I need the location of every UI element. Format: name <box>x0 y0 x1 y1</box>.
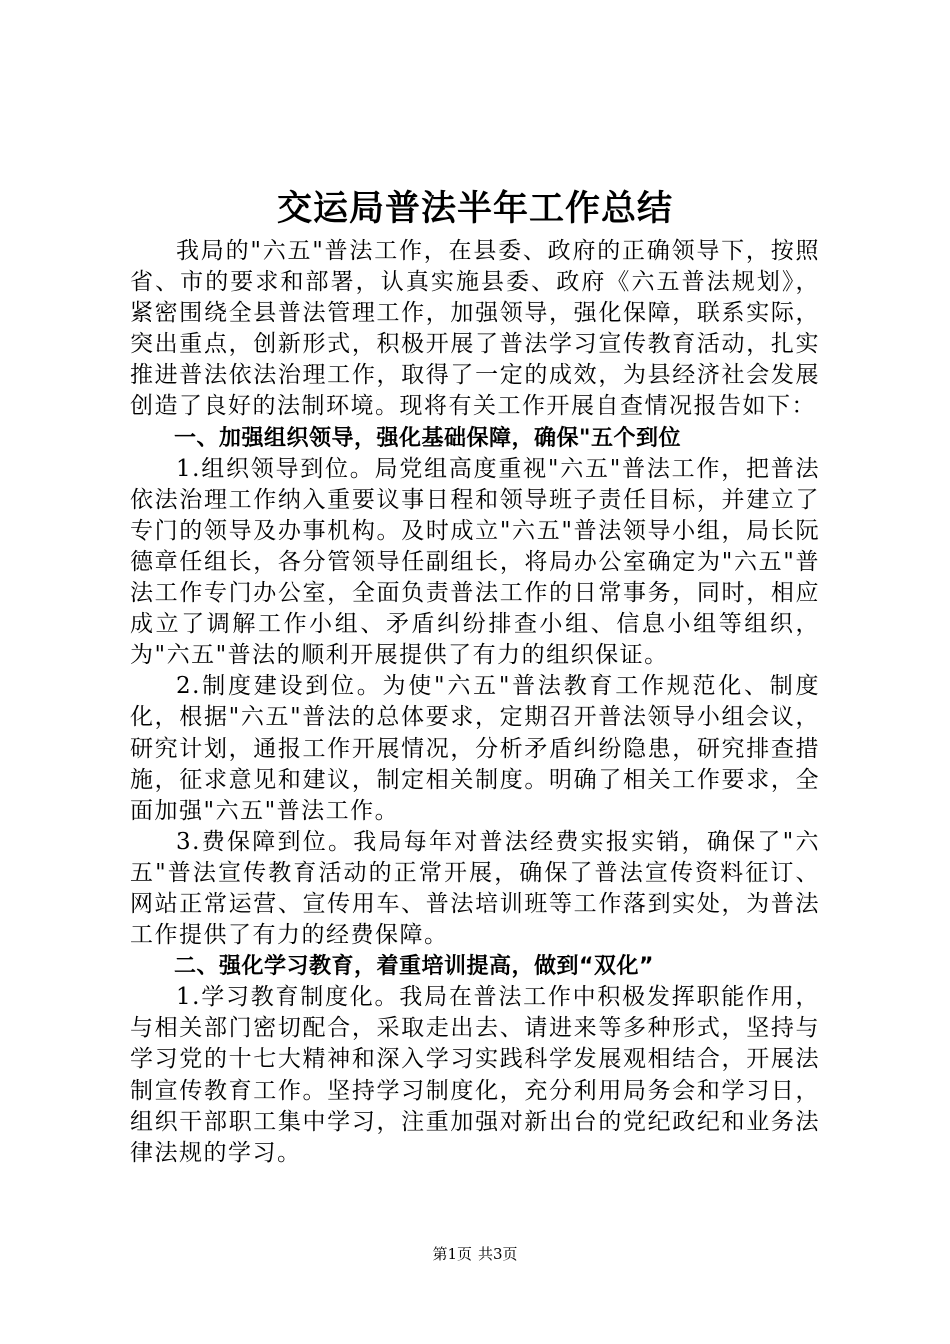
document-body <box>130 236 820 1169</box>
section-heading: 二、强化学习教育，着重培训提高，做到“双化” <box>174 954 654 980</box>
page-footer <box>0 1244 950 1264</box>
page-total: 共3页 <box>478 1245 518 1263</box>
section-heading: 一、加强组织领导，强化基础保障，确保"五个到位 <box>174 425 681 451</box>
section-paragraph: 3.费保障到位。我局每年对普法经费实报实销，确保了"六五"普法宣传教育活动的正常开展，确保了普法宣传资料征订、网站正常运营、宣传用车、普法培训班等工作落到实处，为普法工作提供了有力的经费保障。 <box>130 828 820 949</box>
section-paragraph: 2.制度建设到位。为使"六五"普法教育工作规范化、制度化，根据"六五"普法的总体要求，定期召开普法领导小组会议，研究计划，通报工作开展情况，分析矛盾纠纷隐患，研究排查措施，征求意见和建议，制定相关制度。明确了相关工作要求，全面加强"六五"普法工作。 <box>130 673 820 824</box>
document-title: 交运局普法半年工作总结 <box>276 189 673 229</box>
section-paragraph: 1.组织领导到位。局党组高度重视"六五"普法工作，把普法依法治理工作纳入重要议事日程和领导班子责任目标，并建立了专门的领导及办事机构。及时成立"六五"普法领导小组，局长阮德章任组长，各分管领导任副组长，将局办公室确定为"六五"普法工作专门办公室，全面负责普法工作的日常事务，同时，相应成立了调解工作小组、矛盾纠纷排查小组、信息小组等组织，为"六五"普法的顺利开展提供了有力的组织保证。 <box>130 455 820 669</box>
page-number: 第1页 <box>432 1245 472 1263</box>
section-paragraph: 1.学习教育制度化。我局在普法工作中积极发挥职能作用，与相关部门密切配合，采取走出去、请进来等多种形式，坚持与学习党的十七大精神和深入学习实践科学发展观相结合，开展法制宣传教育工作。坚持学习制度化，充分利用局务会和学习日，组织干部职工集中学习，注重加强对新出台的党纪政纪和业务法律法规的学习。 <box>130 984 820 1166</box>
intro-paragraph: 我局的"六五"普法工作，在县委、政府的正确领导下，按照省、市的要求和部署，认真实施县委、政府《六五普法规划》，紧密围绕全县普法管理工作，加强领导，强化保障，联系实际，突出重点，创新形式，积极开展了普法学习宣传教育活动，扎实推进普法依法治理工作，取得了一定的成效，为县经济社会发展创造了良好的法制环境。现将有关工作开展自查情况报告如下： <box>130 238 820 420</box>
